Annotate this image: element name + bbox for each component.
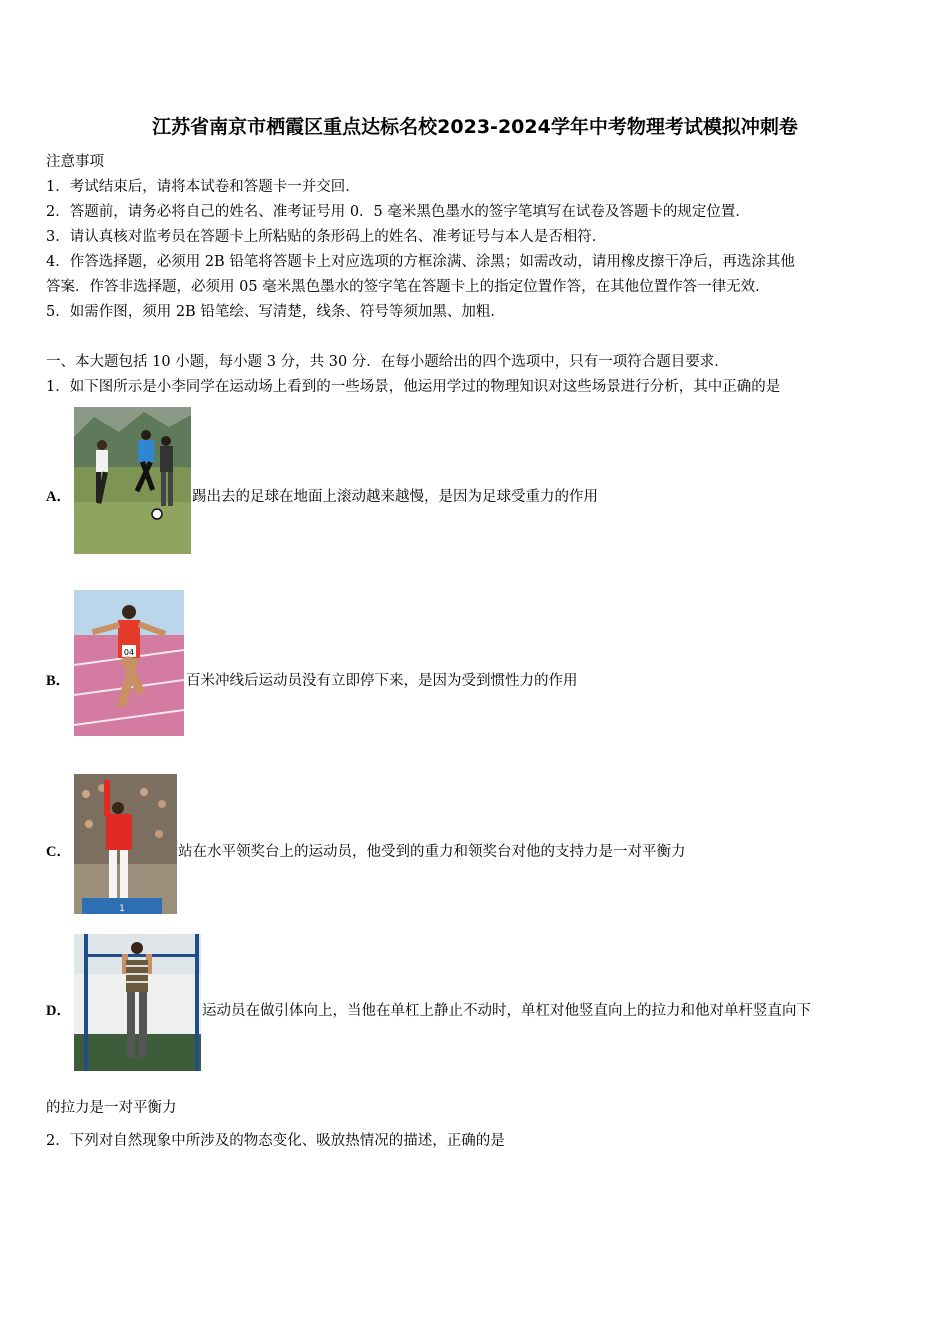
notice-item-1: 1．考试结束后，请将本试卷和答题卡一并交回． bbox=[46, 179, 360, 195]
option-d-text: 运动员在做引体向上，当他在单杠上静止不动时，单杠对他竖直向上的拉力和他对单杆竖直向下 bbox=[202, 1003, 811, 1019]
question-2-stem: 2．下列对自然现象中所涉及的物态变化、吸放热情况的描述，正确的是 bbox=[46, 1133, 505, 1149]
question-1-stem: 1．如下图所示是小李同学在运动场上看到的一些场景，他运用学过的物理知识对这些场景进行分析，其中正确的是 bbox=[46, 379, 781, 395]
pullup-photo bbox=[74, 934, 201, 1071]
sprinter-photo bbox=[74, 590, 184, 736]
option-c-letter: C． bbox=[46, 844, 71, 860]
notice-item-5: 5．如需作图，须用 2B 铅笔绘、写清楚，线条、符号等须加黑、加粗． bbox=[46, 304, 505, 320]
bib-number: 04 bbox=[123, 648, 135, 657]
podium-number: 1 bbox=[119, 904, 125, 914]
option-b-text: 百米冲线后运动员没有立即停下来，是因为受到惯性力的作用 bbox=[186, 673, 578, 689]
notice-heading: 注意事项 bbox=[46, 154, 104, 170]
notice-item-4: 4．作答选择题，必须用 2B 铅笔将答题卡上对应选项的方框涂满、涂黑；如需改动，请用橡皮擦干净后，再选涂其他 bbox=[46, 254, 795, 270]
option-a-letter: A． bbox=[46, 489, 71, 505]
notice-item-4-cont: 答案．作答非选择题，必须用 05 毫米黑色墨水的签字笔在答题卡上的指定位置作答，在其他位置作答一律无效． bbox=[46, 279, 770, 295]
option-d-letter: D． bbox=[46, 1003, 71, 1019]
podium-photo bbox=[74, 774, 177, 914]
football-photo bbox=[74, 407, 191, 554]
option-b-letter: B． bbox=[46, 673, 71, 689]
option-c-text: 站在水平领奖台上的运动员，他受到的重力和领奖台对他的支持力是一对平衡力 bbox=[178, 844, 686, 860]
exam-title: 江苏省南京市栖霞区重点达标名校2023-2024学年中考物理考试模拟冲刺卷 bbox=[152, 116, 798, 138]
notice-item-3: 3．请认真核对监考员在答题卡上所粘贴的条形码上的姓名、准考证号与本人是否相符． bbox=[46, 229, 607, 245]
section-heading: 一、本大题包括 10 小题，每小题 3 分，共 30 分．在每小题给出的四个选项中，只有一项符合题目要求． bbox=[46, 354, 729, 370]
option-a-text: 踢出去的足球在地面上滚动越来越慢，是因为足球受重力的作用 bbox=[192, 489, 598, 505]
option-d-continuation: 的拉力是一对平衡力 bbox=[46, 1100, 177, 1116]
notice-item-2: 2．答题前，请务必将自己的姓名、准考证号用 0．5 毫米黑色墨水的签字笔填写在试卷及答题卡的规定位置． bbox=[46, 204, 750, 220]
